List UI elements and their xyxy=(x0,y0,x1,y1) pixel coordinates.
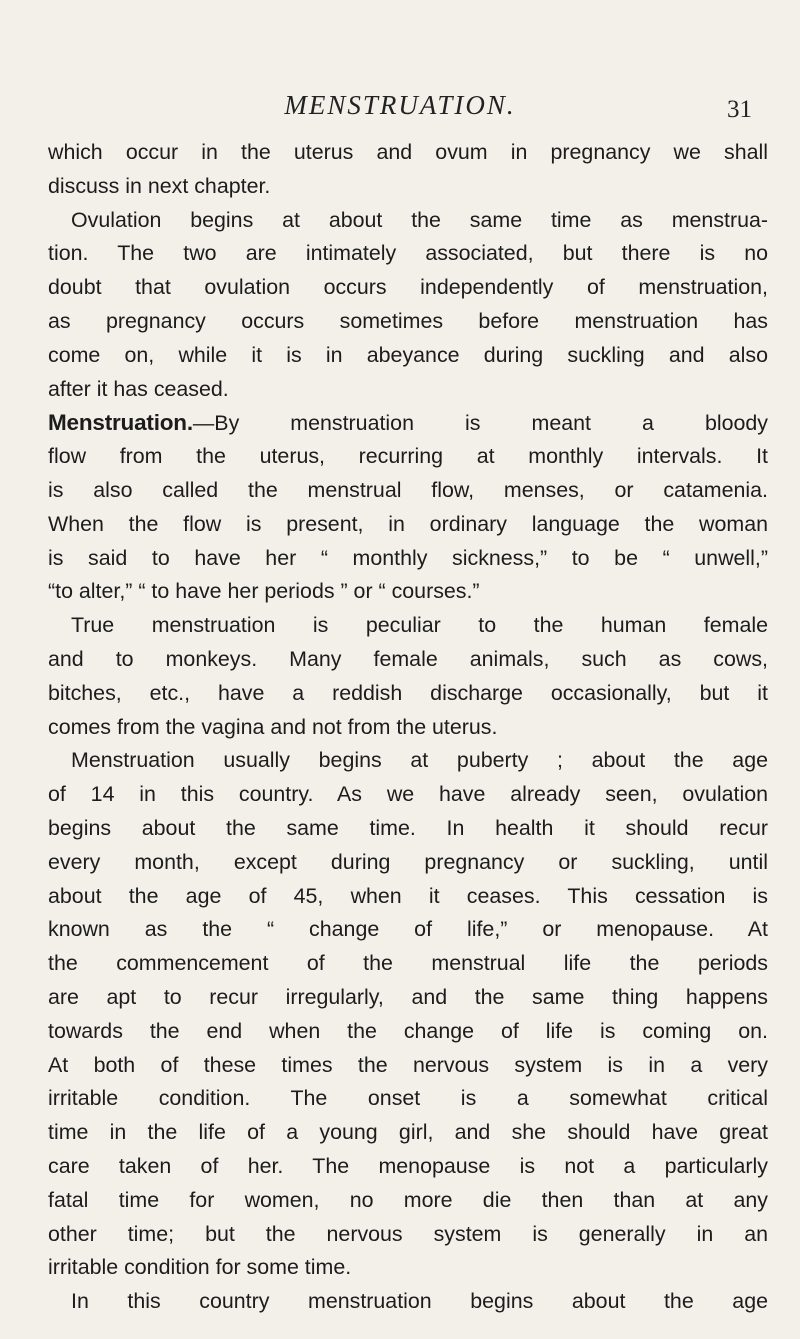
text-line: irritable condition for some time. xyxy=(48,1255,352,1280)
paragraph xyxy=(48,136,768,204)
text-line: At both of these times the nervous system is in a very xyxy=(48,1052,768,1077)
text-line: begins about the same time. In health it should recur xyxy=(48,815,768,840)
text-line: Menstruation usually begins at puberty ; about the age xyxy=(71,748,768,773)
text-line: of 14 in this country. As we have already seen, ovulation xyxy=(48,782,768,807)
text-line: discuss in next chapter. xyxy=(48,173,271,198)
paragraph xyxy=(48,609,768,744)
text-line: flow from the uterus, recurring at monthly intervals. It xyxy=(48,444,768,469)
text-line: is also called the menstrual flow, menses, or catamenia. xyxy=(48,477,768,502)
text-line: the commencement of the menstrual life the periods xyxy=(48,951,768,976)
text-line: after it has ceased. xyxy=(48,376,229,401)
text-line: doubt that ovulation occurs independently of menstruation, xyxy=(48,275,768,300)
body-text xyxy=(48,136,768,1319)
text-line: which occur in the uterus and ovum in pregnancy we shall xyxy=(48,140,768,164)
text-line: known as the “ change of life,” or menopause. At xyxy=(48,917,768,942)
text-line: irritable condition. The onset is a somewhat critical xyxy=(48,1086,768,1111)
page-number: 31 xyxy=(727,96,752,123)
paragraph xyxy=(48,744,768,1285)
text-line: and to monkeys. Many female animals, such as cows, xyxy=(48,646,768,671)
text-line: comes from the vagina and not from the uterus. xyxy=(48,714,498,739)
text-line: about the age of 45, when it ceases. This cessation is xyxy=(48,883,768,908)
text-line xyxy=(48,406,768,440)
text-line: towards the end when the change of life is coming on. xyxy=(48,1018,768,1043)
text-line: time in the life of a young girl, and she should have great xyxy=(48,1120,768,1145)
text-line: is said to have her “ monthly sickness,” to be “ unwell,” xyxy=(48,545,768,570)
heading-line-text: —By menstruation is meant a bloody xyxy=(192,411,768,436)
text-line: fatal time for women, no more die then than at any xyxy=(48,1187,768,1212)
text-line: tion. The two are intimately associated, but there is no xyxy=(48,241,768,266)
text-line: True menstruation is peculiar to the human female xyxy=(71,613,768,638)
running-title: MENSTRUATION. xyxy=(284,90,516,120)
text-line: other time; but the nervous system is generally in an xyxy=(48,1221,768,1246)
paragraph xyxy=(48,1285,768,1319)
paragraph xyxy=(48,204,768,407)
paragraph xyxy=(48,406,768,609)
text-line: In this country menstruation begins about the age xyxy=(71,1289,768,1314)
text-line: as pregnancy occurs sometimes before menstruation has xyxy=(48,308,768,333)
text-line: bitches, etc., have a reddish discharge occasionally, but it xyxy=(48,680,768,705)
text-line: Ovulation begins at about the same time as menstrua- xyxy=(71,207,768,232)
text-line: When the flow is present, in ordinary language the woman xyxy=(48,511,768,536)
text-line: “to alter,” “ to have her periods ” or “ courses.” xyxy=(48,579,480,604)
text-line: come on, while it is in abeyance during suckling and also xyxy=(48,342,768,367)
running-head xyxy=(0,90,800,130)
text-line: care taken of her. The menopause is not a particularly xyxy=(48,1153,768,1178)
text-line: are apt to recur irregularly, and the same thing happens xyxy=(48,984,768,1009)
text-line: every month, except during pregnancy or suckling, until xyxy=(48,849,768,874)
section-heading: Menstruation. xyxy=(48,410,193,436)
